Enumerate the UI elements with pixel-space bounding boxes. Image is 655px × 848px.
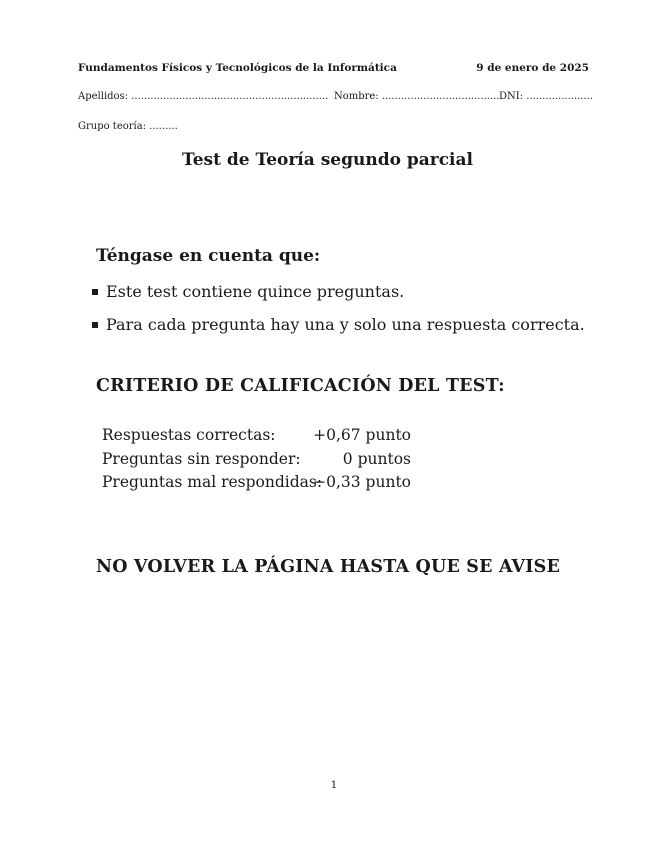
criteria-value: −0,33 punto xyxy=(313,473,411,491)
dni-field: DNI: ..................... xyxy=(499,91,594,102)
warning-heading: NO VOLVER LA PÁGINA HASTA QUE SE AVISE xyxy=(96,557,561,577)
nombre-field: Nombre: ...................................... xyxy=(334,91,503,102)
course-title: Fundamentos Físicos y Tecnológicos de la Informática xyxy=(78,62,397,74)
exam-date: 9 de enero de 2025 xyxy=(476,62,589,74)
criteria-row xyxy=(102,473,422,495)
apellidos-field: Apellidos: .............................................................. xyxy=(78,91,329,102)
criteria-row xyxy=(102,450,422,472)
bullet-square-icon xyxy=(92,322,98,328)
note-item: Para cada pregunta hay una y solo una respuesta correcta. xyxy=(106,315,585,334)
bullet-square-icon xyxy=(92,289,98,295)
criteria-label: Preguntas mal respondidas: xyxy=(102,473,323,491)
criteria-label: Preguntas sin responder: xyxy=(102,450,301,468)
criteria-heading: CRITERIO DE CALIFICACIÓN DEL TEST: xyxy=(96,376,505,396)
note-item: Este test contiene quince preguntas. xyxy=(106,282,405,301)
criteria-row xyxy=(102,426,422,448)
criteria-value: 0 puntos xyxy=(342,450,411,468)
criteria-label: Respuestas correctas: xyxy=(102,426,276,444)
notes-heading: Téngase en cuenta que: xyxy=(96,246,321,266)
criteria-value: +0,67 punto xyxy=(313,426,411,444)
page-title: Test de Teoría segundo parcial xyxy=(182,150,473,170)
page-number: 1 xyxy=(330,779,338,791)
grupo-field: Grupo teoría: ......... xyxy=(78,121,178,132)
